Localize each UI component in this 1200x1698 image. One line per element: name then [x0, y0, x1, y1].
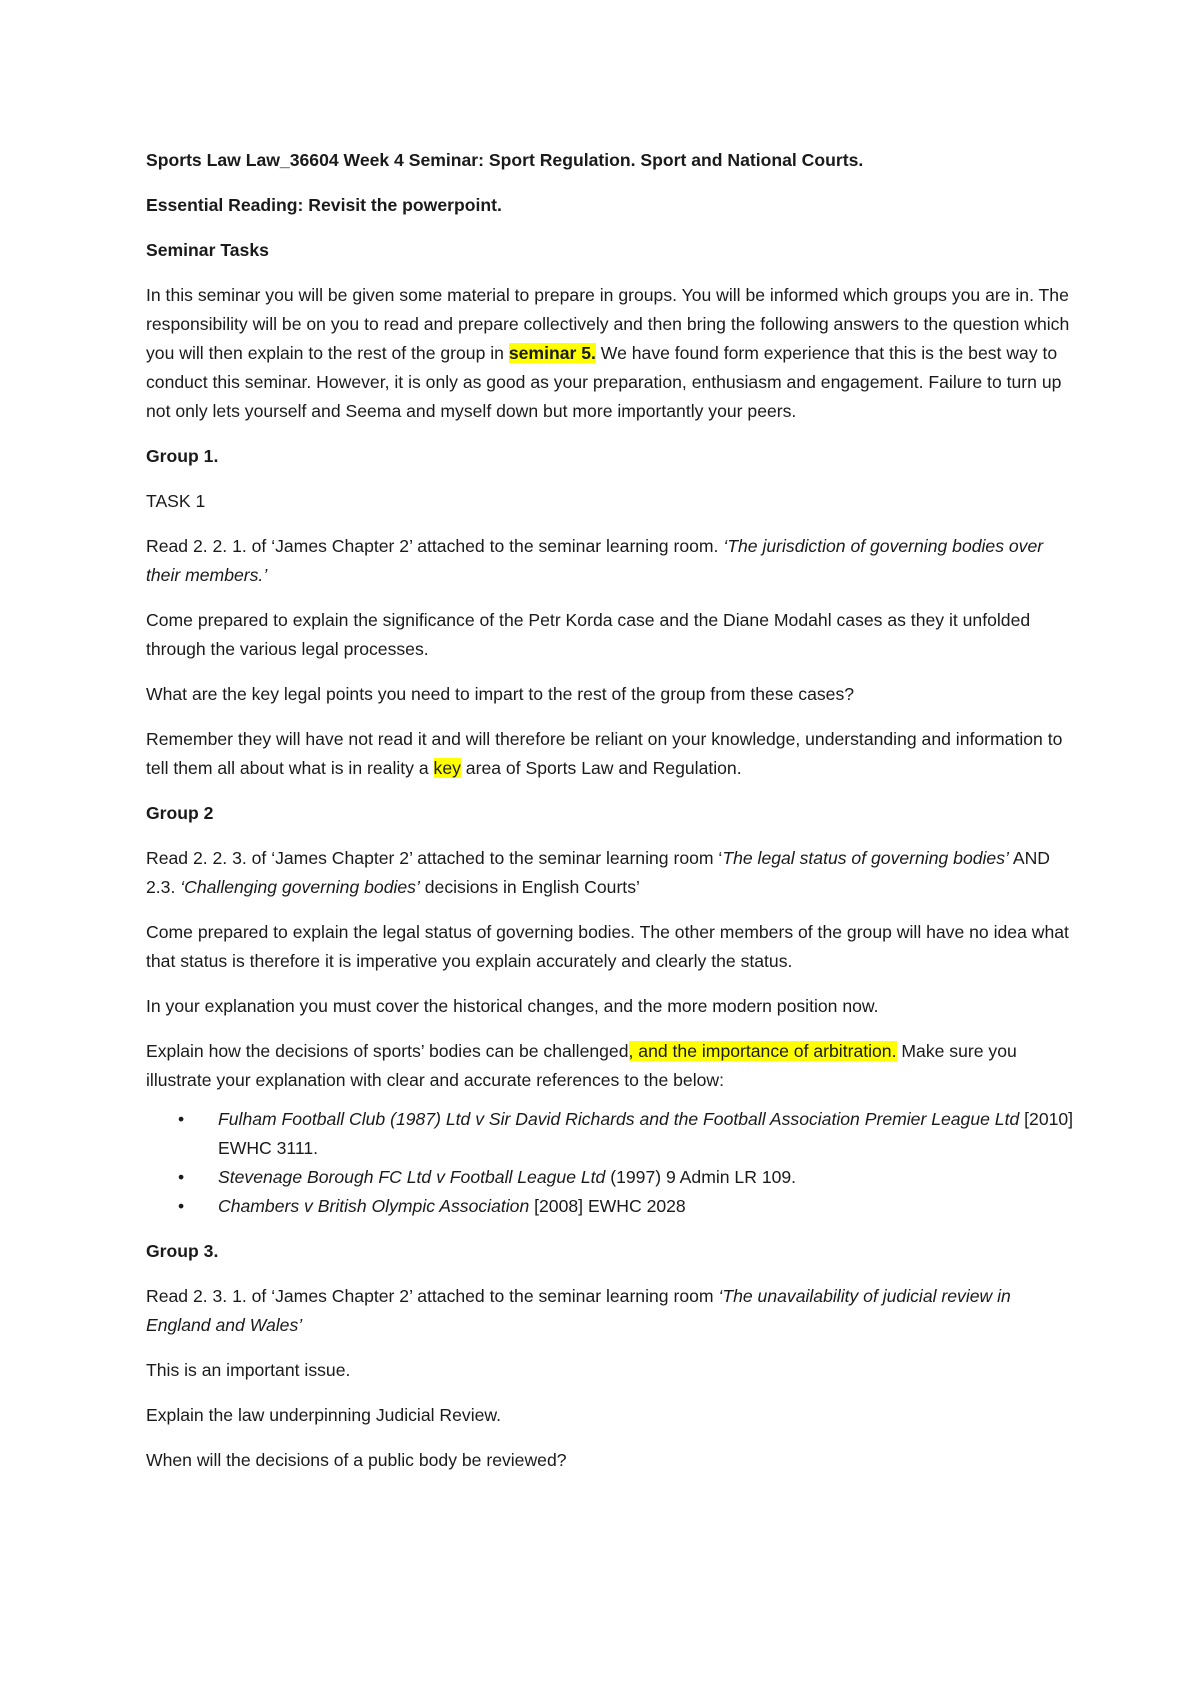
- intro-text-2: We have found form experience that this is the best way to conduct this seminar. However, it is only as good as your preparation, enthusiasm and engagement. Failure to turn up not only lets yourself and Seema and myself down but more importantly your peers.: [146, 343, 1062, 421]
- group1-remember-suffix: area of Sports Law and Regulation.: [460, 758, 742, 778]
- group2-historical: In your explanation you must cover the historical changes, and the more modern position now.: [146, 996, 879, 1016]
- group2-read: [146, 844, 1076, 902]
- group2-read-mid: AND 2.3.: [146, 848, 1050, 897]
- group2-read-title-2: ‘Challenging governing bodies’: [180, 877, 420, 897]
- group1-remember: [146, 725, 1076, 783]
- group2-explain-text: Explain how the decisions of sports’ bodies can be challenged: [146, 1041, 629, 1061]
- group2-read-title-1: The legal status of governing bodies’: [722, 848, 1009, 868]
- group1-korda: Come prepared to explain the significance of the Petr Korda case and the Diane Modahl cases as they it unfolded through the various legal processes.: [146, 610, 1031, 659]
- case-list-item: [178, 1192, 1076, 1221]
- essential-reading: Essential Reading: Revisit the powerpoint.: [146, 195, 502, 215]
- case-name: Chambers v British Olympic Association: [218, 1196, 530, 1216]
- intro-highlight: seminar 5.: [508, 343, 596, 363]
- group2-read-text: Read 2. 2. 3. of ‘James Chapter 2’ attached to the seminar learning room ‘: [146, 848, 723, 868]
- group3-when: When will the decisions of a public body be reviewed?: [146, 1450, 567, 1470]
- group2-explain-highlight: , and the importance of arbitration.: [628, 1041, 897, 1061]
- group3-read: [146, 1282, 1076, 1340]
- group3-explain-law: Explain the law underpinning Judicial Review.: [146, 1405, 502, 1425]
- bullet-icon: •: [178, 1109, 185, 1129]
- document-body: [146, 146, 1076, 1491]
- group2-status: Come prepared to explain the legal status of governing bodies. The other members of the group will have no idea what that status is therefore it is imperative you explain accurately and clearly the status.: [146, 922, 1069, 971]
- case-list-item: [178, 1163, 1076, 1192]
- group2-read-suffix: decisions in English Courts’: [419, 877, 640, 897]
- case-citation: [2008] EWHC 2028: [529, 1196, 686, 1216]
- case-list: [146, 1105, 1076, 1221]
- case-list-item: [178, 1105, 1076, 1163]
- group1-read-title: ‘The jurisdiction of governing bodies over their members.’: [146, 536, 1044, 585]
- bullet-icon: •: [178, 1196, 185, 1216]
- case-name: Stevenage Borough FC Ltd v Football League Ltd: [218, 1167, 606, 1187]
- group2-heading: Group 2: [146, 803, 214, 823]
- seminar-tasks-heading: Seminar Tasks: [146, 240, 269, 260]
- group1-read-text: Read 2. 2. 1. of ‘James Chapter 2’ attached to the seminar learning room.: [146, 536, 724, 556]
- group3-read-title: ‘The unavailability of judicial review in England and Wales’: [146, 1286, 1011, 1335]
- intro-text-1: In this seminar you will be given some material to prepare in groups. You will be informed which groups you are in. The responsibility will be on you to read and prepare collectively and then bring the following answers to the question which you will then explain to the rest of the group in: [146, 285, 1070, 363]
- group1-remember-highlight: key: [433, 758, 461, 778]
- group3-important: This is an important issue.: [146, 1360, 351, 1380]
- document-title: Sports Law Law_36604 Week 4 Seminar: Sport Regulation. Sport and National Courts.: [146, 150, 864, 170]
- bullet-icon: •: [178, 1167, 185, 1187]
- case-name: Fulham Football Club (1987) Ltd v Sir David Richards and the Football Association Premier League Ltd: [218, 1109, 1020, 1129]
- group2-explain: [146, 1037, 1076, 1095]
- group1-heading: Group 1.: [146, 446, 219, 466]
- case-citation: [2010] EWHC 3111.: [218, 1109, 1074, 1158]
- intro-paragraph: [146, 281, 1076, 426]
- group1-key-points: What are the key legal points you need to impart to the rest of the group from these cases?: [146, 684, 855, 704]
- group1-remember-text: Remember they will have not read it and will therefore be reliant on your knowledge, understanding and information to tell them all about what is in reality a: [146, 729, 1063, 778]
- group2-explain-suffix: Make sure you illustrate your explanation with clear and accurate references to the below:: [146, 1041, 1017, 1090]
- group3-read-text: Read 2. 3. 1. of ‘James Chapter 2’ attached to the seminar learning room: [146, 1286, 719, 1306]
- group3-heading: Group 3.: [146, 1241, 219, 1261]
- group1-read: [146, 532, 1076, 590]
- group1-task-label: TASK 1: [146, 491, 206, 511]
- case-citation: (1997) 9 Admin LR 109.: [605, 1167, 797, 1187]
